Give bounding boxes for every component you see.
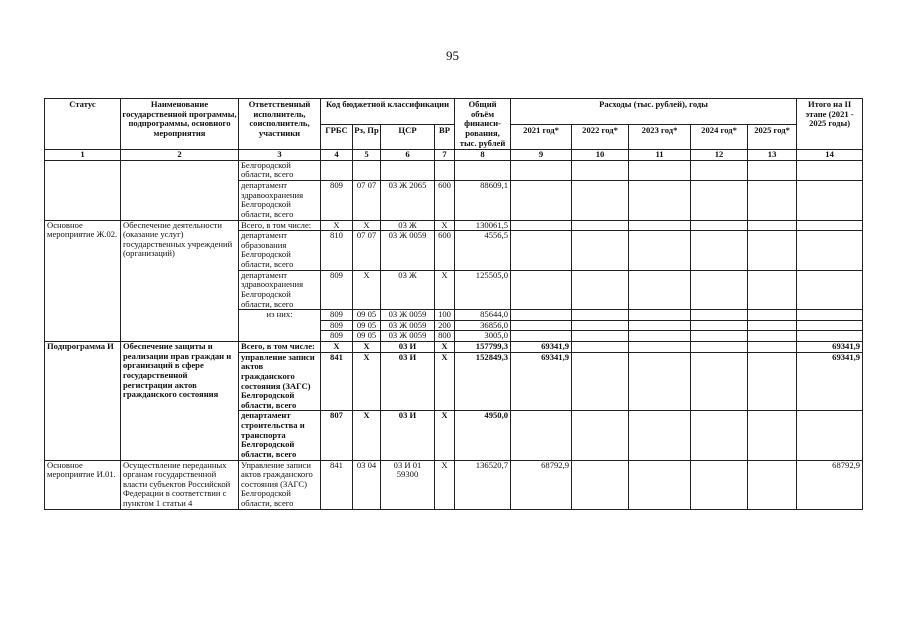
rz-cell: 03 04 xyxy=(353,460,381,509)
total-cell: 85644,0 xyxy=(455,310,511,321)
total-cell: 125505,0 xyxy=(455,270,511,310)
responsible-cell: Всего, в том числе: xyxy=(239,342,321,353)
column-number: 8 xyxy=(455,150,511,161)
total-cell: 4950,0 xyxy=(455,411,511,460)
vr-cell: Х xyxy=(435,411,455,460)
column-number: 6 xyxy=(381,150,435,161)
table-row xyxy=(45,160,863,180)
rz-cell: 09 05 xyxy=(353,320,381,331)
vr-cell: 200 xyxy=(435,320,455,331)
rz-cell: Х xyxy=(353,411,381,460)
rz-cell: 07 07 xyxy=(353,231,381,271)
name-cell: Обеспечение защиты и реализации прав граждан и организаций в сфере государственной регистрации актов гражданского состояния xyxy=(121,342,239,461)
vr-cell: 600 xyxy=(435,231,455,271)
vr-cell: 100 xyxy=(435,310,455,321)
responsible-cell: департамент здравоохранения Белгородской области, всего xyxy=(239,270,321,310)
grbs-cell: 807 xyxy=(321,411,353,460)
csr-cell: 03 И xyxy=(381,352,435,411)
status-cell: Основное мероприятие Ж.02. xyxy=(45,220,121,342)
status-cell: Подпрограмма И xyxy=(45,342,121,461)
column-number: 5 xyxy=(353,150,381,161)
header-responsible: Ответственный исполнитель, соисполнитель, участники xyxy=(239,99,321,150)
header-2021: 2021 год* xyxy=(511,124,572,150)
column-number: 10 xyxy=(572,150,629,161)
column-number: 2 xyxy=(121,150,239,161)
csr-cell: 03 Ж 0059 xyxy=(381,331,435,342)
name-cell: Обеспечение деятельности (оказание услуг) государственных учреждений (организаций) xyxy=(121,220,239,342)
y2021-cell: 68792,9 xyxy=(511,460,572,509)
vr-cell: 800 xyxy=(435,331,455,342)
vr-cell: Х xyxy=(435,352,455,411)
total-cell: 4556,5 xyxy=(455,231,511,271)
vr-cell: Х xyxy=(435,460,455,509)
grbs-cell: 841 xyxy=(321,352,353,411)
csr-cell: 03 Ж 0059 xyxy=(381,231,435,271)
csr-cell: 03 Ж 2065 xyxy=(381,181,435,221)
grbs-cell: 810 xyxy=(321,231,353,271)
column-number: 12 xyxy=(691,150,748,161)
responsible-cell: Белгородской области, всего xyxy=(239,160,321,180)
page-number: 95 xyxy=(446,48,459,63)
total-cell: 136520,7 xyxy=(455,460,511,509)
total-cell: 3005,0 xyxy=(455,331,511,342)
stage-total-cell: 69341,9 xyxy=(797,352,863,411)
responsible-cell: департамент здравоохранения Белгородской области, всего xyxy=(239,181,321,221)
total-cell: 152849,3 xyxy=(455,352,511,411)
csr-cell: 03 Ж xyxy=(381,270,435,310)
status-cell xyxy=(45,160,121,220)
name-cell xyxy=(121,160,239,220)
responsible-cell: Управление записи актов гражданского состояния (ЗАГС) Белгородской области, всего xyxy=(239,460,321,509)
grbs-cell: 809 xyxy=(321,320,353,331)
header-rz: Рз, Пр xyxy=(353,124,381,150)
column-number: 7 xyxy=(435,150,455,161)
responsible-cell: Всего, в том числе: xyxy=(239,220,321,231)
header-2025: 2025 год* xyxy=(748,124,797,150)
vr-cell: Х xyxy=(435,342,455,353)
header-2023: 2023 год* xyxy=(629,124,691,150)
header-vr: ВР xyxy=(435,124,455,150)
rz-cell: Х xyxy=(353,270,381,310)
grbs-cell: 809 xyxy=(321,270,353,310)
csr-cell: 03 И 01 59300 xyxy=(381,460,435,509)
vr-cell: Х xyxy=(435,220,455,231)
responsible-cell: департамент строительства и транспорта Белгородской области, всего xyxy=(239,411,321,460)
column-number: 1 xyxy=(45,150,121,161)
status-cell: Основное мероприятие И.01. xyxy=(45,460,121,509)
stage-total-cell: 68792,9 xyxy=(797,460,863,509)
table-row xyxy=(45,342,863,353)
column-number: 4 xyxy=(321,150,353,161)
rz-cell: Х xyxy=(353,220,381,231)
column-number: 11 xyxy=(629,150,691,161)
csr-cell: 03 Ж 0059 xyxy=(381,310,435,321)
rz-cell: 07 07 xyxy=(353,181,381,221)
header-expenses: Расходы (тыс. рублей), годы xyxy=(511,99,797,125)
column-number-row xyxy=(45,150,863,161)
csr-cell: 03 И xyxy=(381,411,435,460)
name-cell: Осуществление переданных органам государственной власти субъектов Российской Федерации в соответствии с пунктом 1 статьи 4 xyxy=(121,460,239,509)
rz-cell: Х xyxy=(353,342,381,353)
rz-cell: Х xyxy=(353,352,381,411)
responsible-cell: из них: xyxy=(239,310,321,342)
table-row xyxy=(45,460,863,509)
grbs-cell: 809 xyxy=(321,331,353,342)
responsible-cell: департамент образования Белгородской области, всего xyxy=(239,231,321,271)
grbs-cell: 809 xyxy=(321,310,353,321)
header-stage-total: Итого на II этапе (2021 - 2025 годы) xyxy=(797,99,863,150)
column-number: 13 xyxy=(748,150,797,161)
header-2022: 2022 год* xyxy=(572,124,629,150)
csr-cell: 03 Ж 0059 xyxy=(381,320,435,331)
budget-table xyxy=(44,98,863,510)
stage-total-cell: 69341,9 xyxy=(797,342,863,353)
grbs-cell: 809 xyxy=(321,181,353,221)
column-number: 9 xyxy=(511,150,572,161)
total-cell: 130061,5 xyxy=(455,220,511,231)
rz-cell: 09 05 xyxy=(353,331,381,342)
csr-cell: 03 Ж xyxy=(381,220,435,231)
header-row-1 xyxy=(45,99,863,125)
header-total-volume: Общий объём финанси-рования, тыс. рублей xyxy=(455,99,511,150)
table-row xyxy=(45,220,863,231)
grbs-cell: Х xyxy=(321,342,353,353)
header-status: Статус xyxy=(45,99,121,150)
csr-cell: 03 И xyxy=(381,342,435,353)
grbs-cell: Х xyxy=(321,220,353,231)
total-cell: 36856,0 xyxy=(455,320,511,331)
y2021-cell: 69341,9 xyxy=(511,342,572,353)
header-grbs: ГРБС xyxy=(321,124,353,150)
responsible-cell: управление записи актов гражданского состояния (ЗАГС) Белгородской области, всего xyxy=(239,352,321,411)
vr-cell: 600 xyxy=(435,181,455,221)
total-cell: 157799,3 xyxy=(455,342,511,353)
header-csr: ЦСР xyxy=(381,124,435,150)
y2021-cell: 69341,9 xyxy=(511,352,572,411)
grbs-cell: 841 xyxy=(321,460,353,509)
header-2024: 2024 год* xyxy=(691,124,748,150)
vr-cell: Х xyxy=(435,270,455,310)
rz-cell: 09 05 xyxy=(353,310,381,321)
total-cell: 88609,1 xyxy=(455,181,511,221)
column-number: 14 xyxy=(797,150,863,161)
header-name: Наименование государственной программы, подпрограммы, основного мероприятия xyxy=(121,99,239,150)
header-budget-code: Код бюджетной классификации xyxy=(321,99,455,125)
column-number: 3 xyxy=(239,150,321,161)
